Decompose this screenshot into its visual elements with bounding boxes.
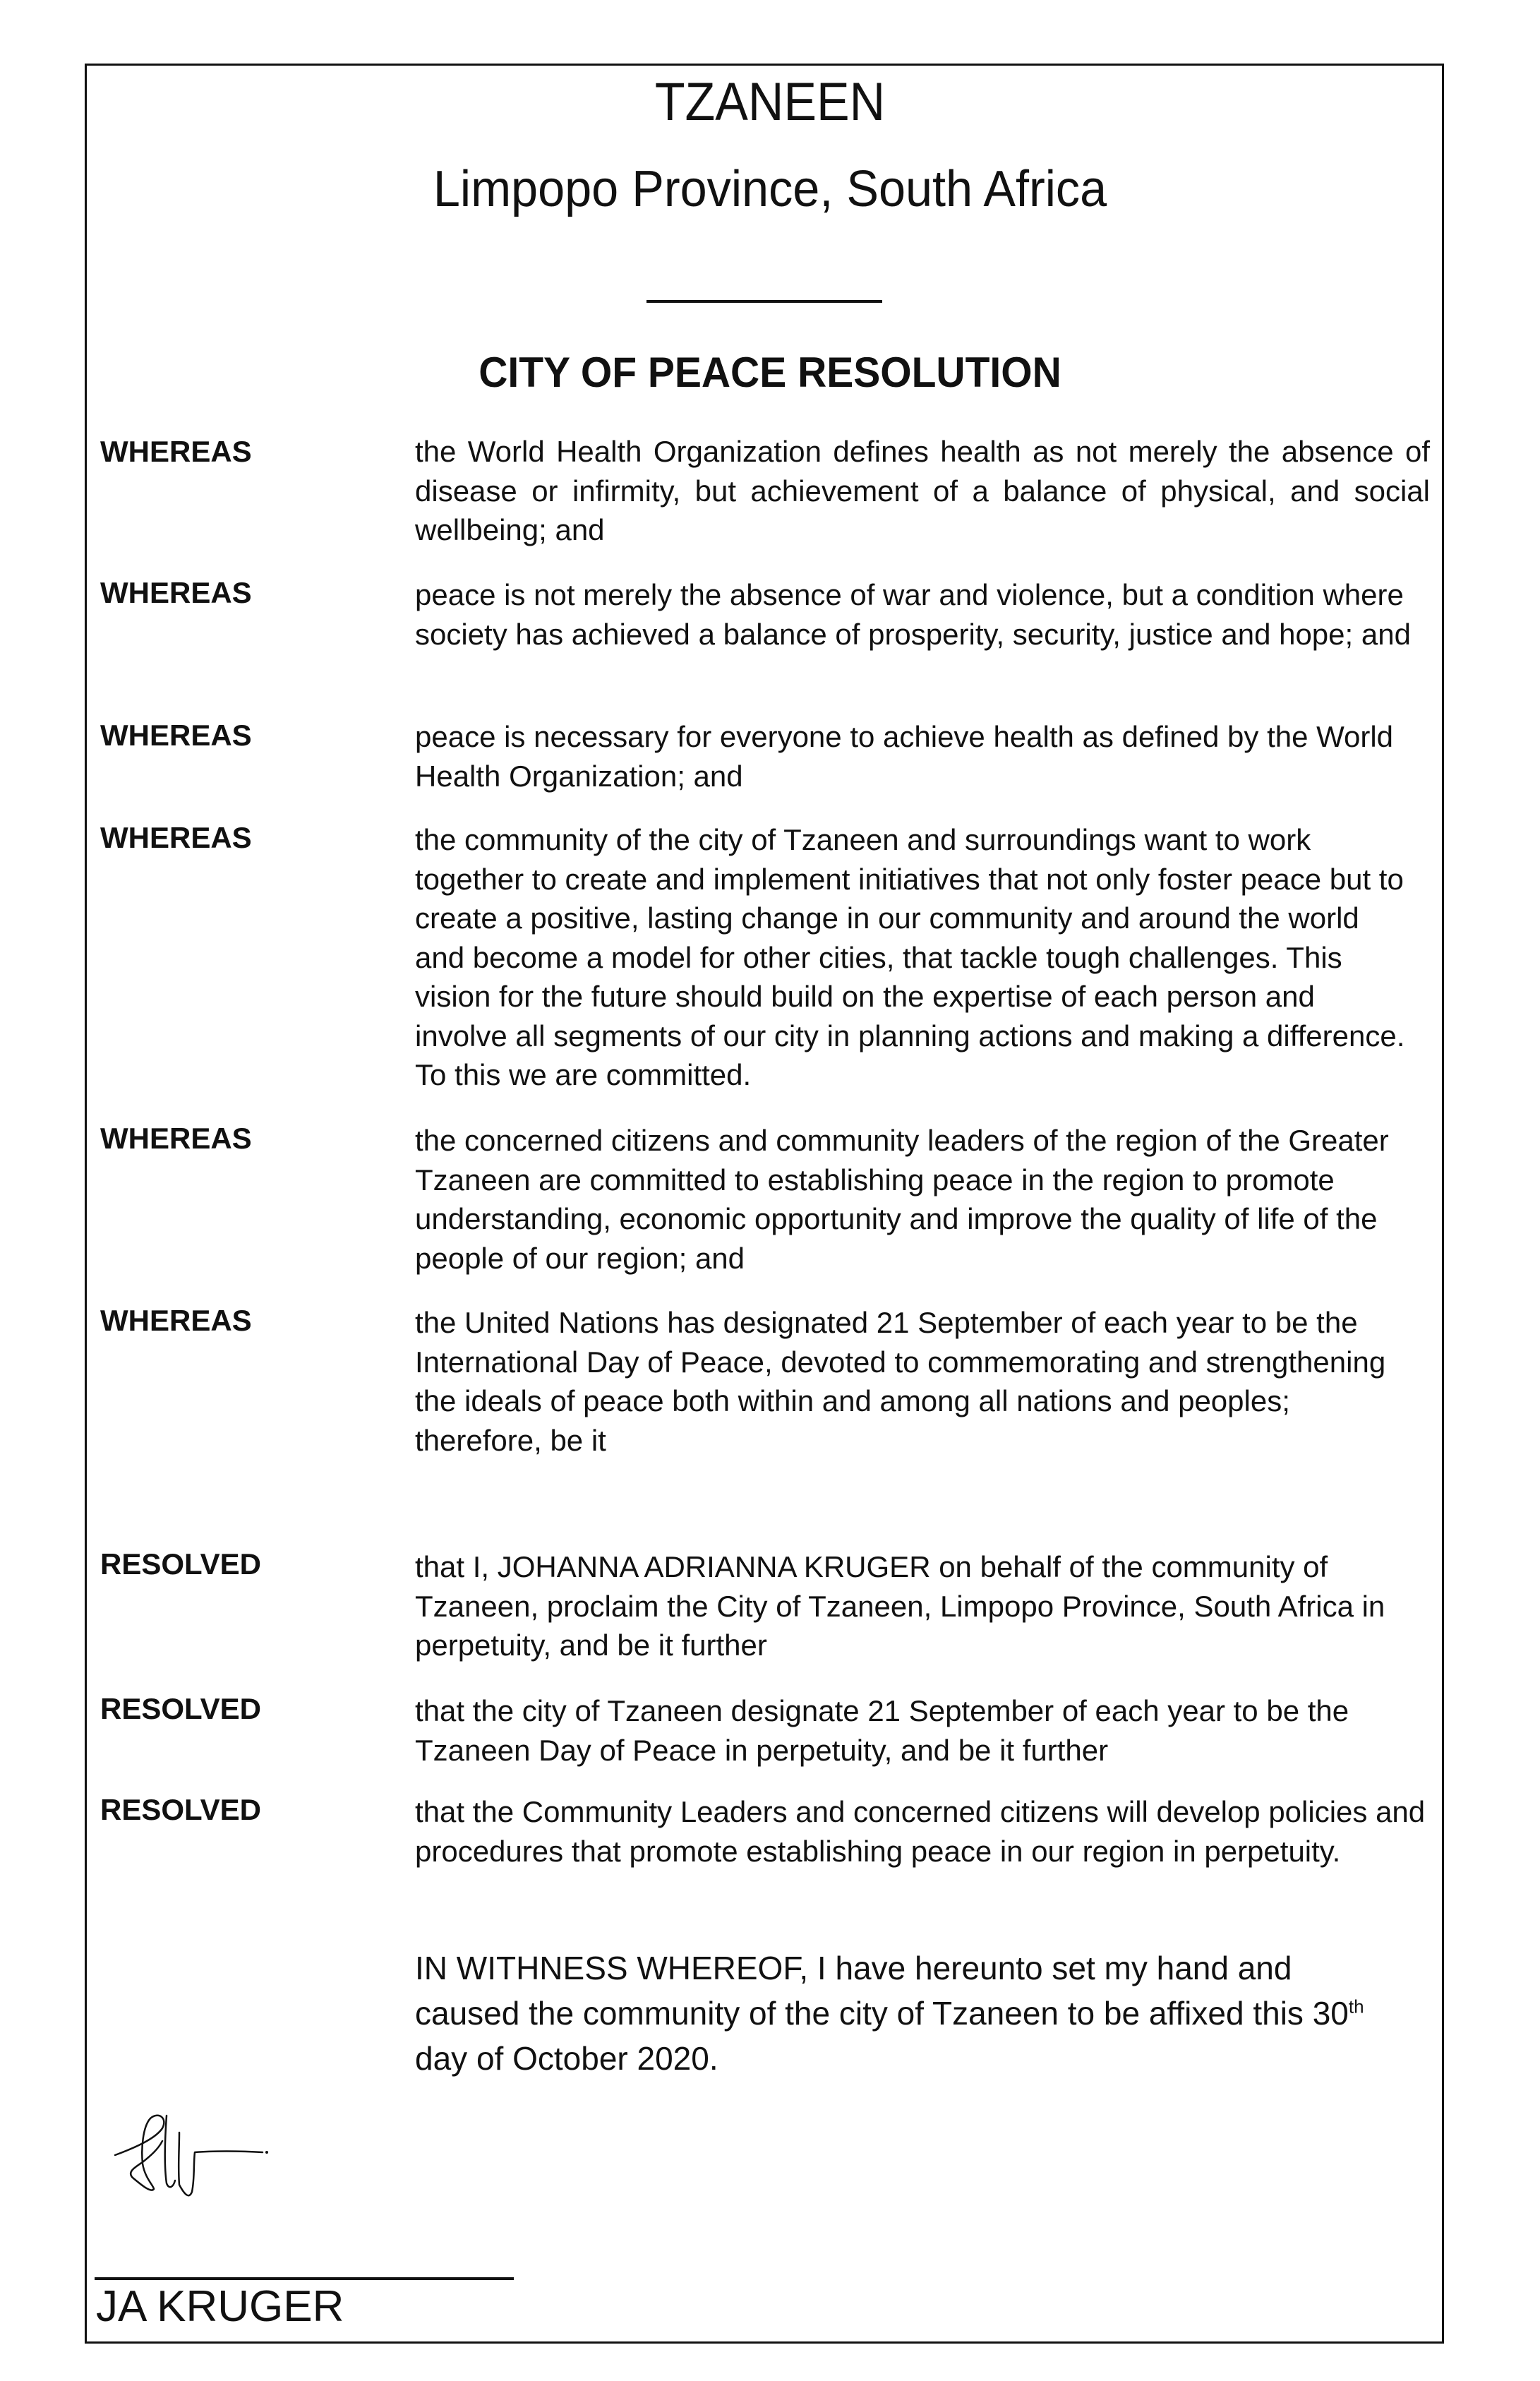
witness-date-text: day of October 2020. (415, 2040, 718, 2077)
signer-name: JA KRUGER (96, 2282, 344, 2331)
document-title: CITY OF PEACE RESOLUTION (479, 349, 1061, 396)
whereas-clause-text: the community of the city of Tzaneen and surroundings want to work together to create and implement initiatives that not only foster peace but to create a positive, lasting change in our community and around the world and become a model for other cities, that tackle tough challenges. This vision for the future should build on the expertise of each person and involve all segments of our city in planning actions and making a difference. To this we are committed. (415, 823, 1405, 1091)
witness-text: IN WITHNESS WHEREOF, I have hereunto set my hand and caused the community of the city of Tzaneen to be affixed this 30 (415, 1950, 1349, 2032)
resolved-label: RESOLVED (100, 1692, 261, 1725)
whereas-label: WHEREAS (100, 435, 252, 468)
whereas-label: WHEREAS (100, 1304, 252, 1337)
city-title: TZANEEN (654, 72, 886, 132)
ordinal-suffix: th (1348, 1996, 1364, 2017)
whereas-label: WHEREAS (100, 1122, 252, 1155)
resolved-clause-text: that I, JOHANNA ADRIANNA KRUGER on behalf of the community of Tzaneen, proclaim the City of Tzaneen, Limpopo Province, South Africa in perpetuity, and be it further (415, 1550, 1385, 1662)
title-divider (646, 300, 882, 303)
whereas-clause-text: the concerned citizens and community leaders of the region of the Greater Tzaneen are committed to establishing peace in the region to promote understanding, economic opportunity and improve the quality of life of the people of our region; and (415, 1124, 1389, 1275)
resolved-clause-text: that the city of Tzaneen designate 21 September of each year to be the Tzaneen Day of Peace in perpetuity, and be it further (415, 1694, 1349, 1767)
whereas-label: WHEREAS (100, 821, 252, 854)
whereas-label: WHEREAS (100, 719, 252, 752)
resolved-label: RESOLVED (100, 1547, 261, 1581)
resolved-label: RESOLVED (100, 1793, 261, 1826)
region-subtitle: Limpopo Province, South Africa (433, 161, 1107, 217)
whereas-clause-text: peace is necessary for everyone to achieve health as defined by the World Health Organization; and (415, 720, 1394, 793)
whereas-label: WHEREAS (100, 576, 252, 609)
whereas-clause-text: peace is not merely the absence of war and violence, but a condition where society has achieved a balance of prosperity, security, justice and hope; and (415, 578, 1411, 651)
handwritten-signature-icon (106, 2107, 275, 2206)
whereas-clause-text: the United Nations has designated 21 September of each year to be the International Day of Peace, devoted to commemorating and strengthening the ideals of peace both within and among all nations and peoples; therefore, be it (415, 1306, 1386, 1457)
whereas-clause-text: the World Health Organization defines health as not merely the absence of disease or infirmity, but achievement of a balance of physical, and social wellbeing; and (415, 435, 1430, 546)
resolved-clause-text: that the Community Leaders and concerned citizens will develop policies and procedures that promote establishing peace in our region in perpetuity. (415, 1795, 1426, 1868)
witness-statement (415, 1945, 1403, 2081)
